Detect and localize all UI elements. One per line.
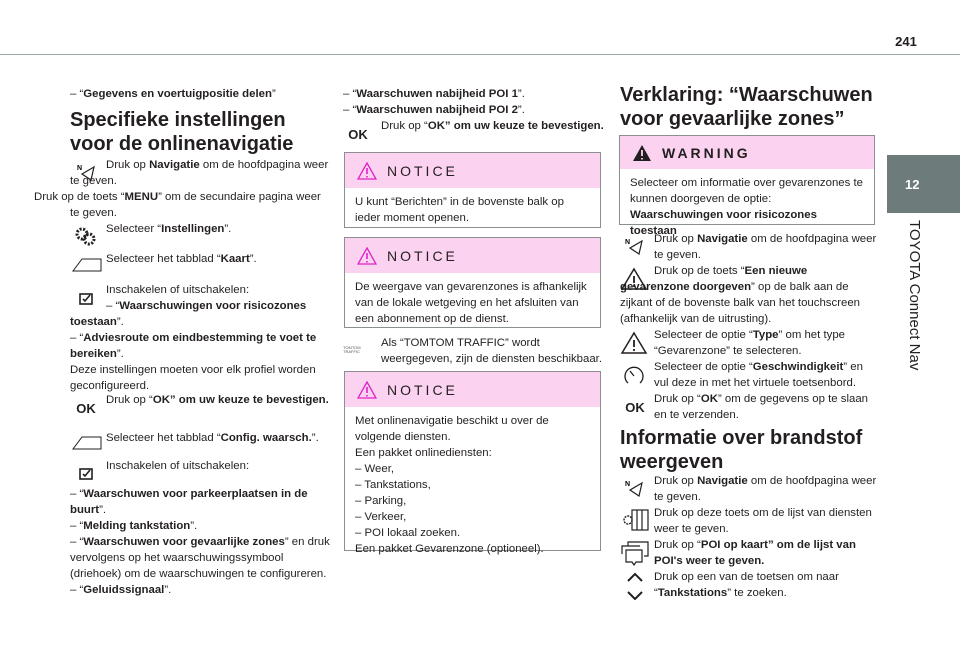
- text-segment: OK” om uw keuze te bevestigen.: [152, 394, 329, 406]
- text-segment: ”.: [224, 223, 232, 235]
- notice-box: [344, 152, 601, 228]
- page-number: 241: [895, 34, 917, 49]
- ok-icon: OK: [625, 399, 645, 415]
- notice-title: NOTICE: [387, 247, 458, 264]
- notice-box: [344, 371, 601, 555]
- warning-box: [619, 135, 875, 237]
- text-segment: – Parking,: [355, 495, 407, 507]
- warning-triangle-icon: [357, 381, 377, 399]
- warning-title: WARNING: [662, 144, 751, 161]
- text-segment: Een pakket Gevarenzone (optioneel).: [355, 543, 544, 555]
- info-text: Als “TOMTOM TRAFFIC” wordt weergegeven, zijn de diensten beschikbaar.: [381, 337, 602, 365]
- instruction-text: [654, 231, 880, 263]
- poi-map-icon: [619, 540, 651, 566]
- warning-body: [620, 169, 874, 239]
- notice-body: [345, 407, 600, 557]
- ok-icon: OK: [348, 126, 368, 142]
- text-segment: ” en vul deze in met het virtuele toetsenbord.: [654, 361, 863, 389]
- instruction-text: Druk op deze toets om de lijst van diensten weer te geven.: [654, 507, 872, 535]
- list-item: [343, 86, 605, 102]
- text-segment: Selecteer het tabblad “: [106, 253, 221, 265]
- list-item: [70, 86, 332, 102]
- text-segment: Selecteer de optie “: [654, 361, 753, 373]
- text-segment: Selecteer om informatie over gevarenzones te kunnen doorgeven de optie:: [630, 177, 863, 205]
- instruction-text: [654, 569, 876, 601]
- text-segment: Druk op: [106, 159, 150, 171]
- instruction-text: [654, 537, 880, 569]
- text-segment: ”.: [249, 253, 257, 265]
- tomtom-traffic-logo: [343, 344, 377, 356]
- text-segment: Instellingen: [161, 223, 225, 235]
- text-segment: Druk op “: [381, 120, 428, 132]
- text-segment: Waarschuwen voor parkeerplaatsen in de buurt: [70, 488, 308, 516]
- instruction-text: [654, 327, 876, 359]
- text-segment: ”.: [311, 432, 319, 444]
- text-segment: ”.: [164, 584, 172, 596]
- text-segment: Druk op een van de toetsen om naar “: [654, 571, 839, 599]
- list-item: [70, 518, 332, 534]
- text-segment: ” en druk vervolgens op het waarschuwingssymbool (driehoek) om de waarschuwingen te configureren.: [70, 536, 330, 580]
- chapter-title: TOYOTA Connect Nav: [906, 220, 923, 371]
- text-segment: Een nieuwe gevarenzone doorgeven: [620, 265, 808, 293]
- text-segment: Druk op de toets “: [654, 265, 745, 277]
- list-item: [343, 102, 605, 118]
- text-segment: Navigatie: [149, 159, 200, 171]
- text-segment: Selecteer “: [106, 223, 162, 235]
- text-segment: ”.: [99, 504, 107, 516]
- text-segment: Adviesroute om eindbestemming te voet te bereiken: [70, 332, 317, 360]
- gear-icon: [74, 224, 98, 248]
- text-segment: om de hoofdpagina weer te geven.: [70, 159, 329, 187]
- list-item: [70, 330, 332, 362]
- instruction-text: [106, 392, 336, 408]
- text-segment: – “: [343, 104, 357, 116]
- text-segment: Navigatie: [697, 475, 748, 487]
- instruction-text: [654, 359, 876, 391]
- text-segment: Druk op: [654, 475, 698, 487]
- text-segment: ”.: [190, 520, 198, 532]
- text-segment: – “: [70, 88, 84, 100]
- text-segment: Druk op “: [654, 539, 701, 551]
- chevron-up-icon: [624, 570, 646, 584]
- text-segment: – “: [70, 536, 84, 548]
- text-segment: Waarschuwen voor gevaarlijke zones: [83, 536, 285, 548]
- text-segment: – “: [70, 332, 84, 344]
- text-segment: Waarschuwen nabijheid POI 2: [356, 104, 518, 116]
- text-segment: POI op kaart” om de lijst van POI's weer te geven.: [654, 539, 856, 567]
- text-segment: ” te zoeken.: [727, 587, 787, 599]
- list-item: [70, 298, 332, 330]
- instruction-text: [654, 473, 880, 505]
- text-segment: Geluidssignaal: [83, 584, 165, 596]
- text-segment: – “: [70, 488, 84, 500]
- text-segment: ” om de gegevens op te slaan en te verzenden.: [654, 393, 869, 421]
- text-segment: om de hoofdpagina weer te geven.: [654, 475, 877, 503]
- text-segment: Tankstations: [657, 587, 728, 599]
- text-segment: ”.: [116, 316, 124, 328]
- text-segment: Navigatie: [697, 233, 748, 245]
- text-segment: ”: [271, 88, 276, 100]
- text-segment: ” om het type “Gevarenzone” te selecteren.: [654, 329, 846, 357]
- chevron-down-icon: [624, 588, 646, 602]
- text-segment: Waarschuwen nabijheid POI 1: [356, 88, 518, 100]
- text-segment: OK” om uw keuze te bevestigen.: [427, 120, 604, 132]
- navigation-icon: [622, 234, 646, 258]
- notice-body: U kunt “Berichten” in de bovenste balk op ieder moment openen.: [355, 196, 564, 224]
- text-segment: – POI lokaal zoeken.: [355, 527, 461, 539]
- text-segment: Druk op “: [654, 393, 701, 405]
- header-rule: [0, 54, 960, 55]
- note-text: Deze instellingen moeten voor elk profiel worden geconfigureerd.: [70, 364, 316, 392]
- instruction-text: [381, 118, 611, 134]
- text-segment: ”.: [517, 104, 525, 116]
- text-segment: Druk op: [654, 233, 698, 245]
- text-segment: Type: [752, 329, 779, 341]
- text-segment: Melding tankstation: [83, 520, 191, 532]
- section-heading: Verklaring: “Waarschuwen voor gevaarlijke zones”: [620, 84, 873, 130]
- speedometer-icon: [622, 363, 646, 387]
- text-segment: OK: [700, 393, 718, 405]
- checkbox-icon: [78, 466, 94, 482]
- notice-body: De weergave van gevarenzones is afhankelijk van de lokale wetgeving en het afsluiten van een abonnement op de dienst.: [355, 281, 587, 325]
- instruction-text: [620, 263, 878, 327]
- text-segment: – Verkeer,: [355, 511, 407, 523]
- text-segment: Selecteer het tabblad “: [106, 432, 221, 444]
- notice-title: NOTICE: [387, 162, 458, 179]
- text-segment: Selecteer de optie “: [654, 329, 753, 341]
- instruction-text: Inschakelen of uitschakelen:: [106, 284, 250, 296]
- svg-text:N: N: [77, 165, 83, 172]
- notice-box: [344, 237, 601, 328]
- text-segment: ” om de secundaire pagina weer te geven.: [70, 191, 321, 219]
- text-segment: ”.: [517, 88, 525, 100]
- instruction-text: [34, 157, 332, 221]
- text-segment: – “: [70, 584, 84, 596]
- section-heading: Specifieke instellingen voor de onlinenavigatie: [70, 109, 294, 155]
- instruction-text: [106, 251, 332, 267]
- text-segment: TOMTOM TRAFFIC: [343, 345, 361, 354]
- section-heading: Informatie over brandstof weergeven: [620, 427, 863, 473]
- text-segment: Druk op de toets “: [34, 191, 125, 203]
- ok-icon: OK: [76, 400, 96, 416]
- text-segment: Geschwindigkeit: [752, 361, 844, 373]
- instruction-text: [106, 430, 332, 446]
- instruction-text: [654, 391, 876, 423]
- text-segment: Waarschuwingen voor risicozones toestaan: [70, 300, 307, 328]
- text-segment: MENU: [124, 191, 159, 203]
- chapter-tab[interactable]: 12: [887, 155, 960, 213]
- notice-title: NOTICE: [387, 381, 458, 398]
- text-segment: Waarschuwingen voor risicozones toestaan: [630, 209, 817, 237]
- text-segment: – “: [70, 520, 84, 532]
- navigation-icon: [622, 476, 646, 500]
- text-segment: – Tankstations,: [355, 479, 431, 491]
- list-item: [70, 534, 336, 582]
- services-list-icon: [619, 508, 651, 532]
- text-segment: ” op de balk aan de zijkant of de bovenste balk van het touchscreen (afhankelijk van de uitrusting).: [620, 281, 860, 325]
- list-item: [70, 582, 332, 598]
- warning-triangle-icon: [632, 144, 652, 162]
- text-segment: Druk op “: [106, 394, 153, 406]
- warning-triangle-icon: [357, 247, 377, 265]
- text-segment: Met onlinenavigatie beschikt u over de volgende diensten.: [355, 415, 549, 443]
- text-segment: – “: [106, 300, 120, 312]
- text-segment: Config. waarsch.: [220, 432, 312, 444]
- tab-icon: [72, 432, 102, 452]
- instruction-text: [106, 221, 332, 237]
- list-item: [70, 486, 332, 518]
- svg-text:N: N: [625, 481, 631, 488]
- text-segment: – Weer,: [355, 463, 395, 475]
- text-segment: – “: [343, 88, 357, 100]
- tab-icon: [72, 254, 102, 274]
- text-segment: ”.: [116, 348, 124, 360]
- text-segment: om de hoofdpagina weer te geven.: [654, 233, 877, 261]
- hazard-icon: [620, 330, 648, 356]
- warning-triangle-icon: [357, 162, 377, 180]
- svg-text:N: N: [625, 239, 631, 246]
- text-segment: Kaart: [220, 253, 250, 265]
- text-segment: Gegevens en voertuigpositie delen: [83, 88, 272, 100]
- text-segment: Een pakket onlinediensten:: [355, 447, 492, 459]
- instruction-text: Inschakelen of uitschakelen:: [106, 460, 250, 472]
